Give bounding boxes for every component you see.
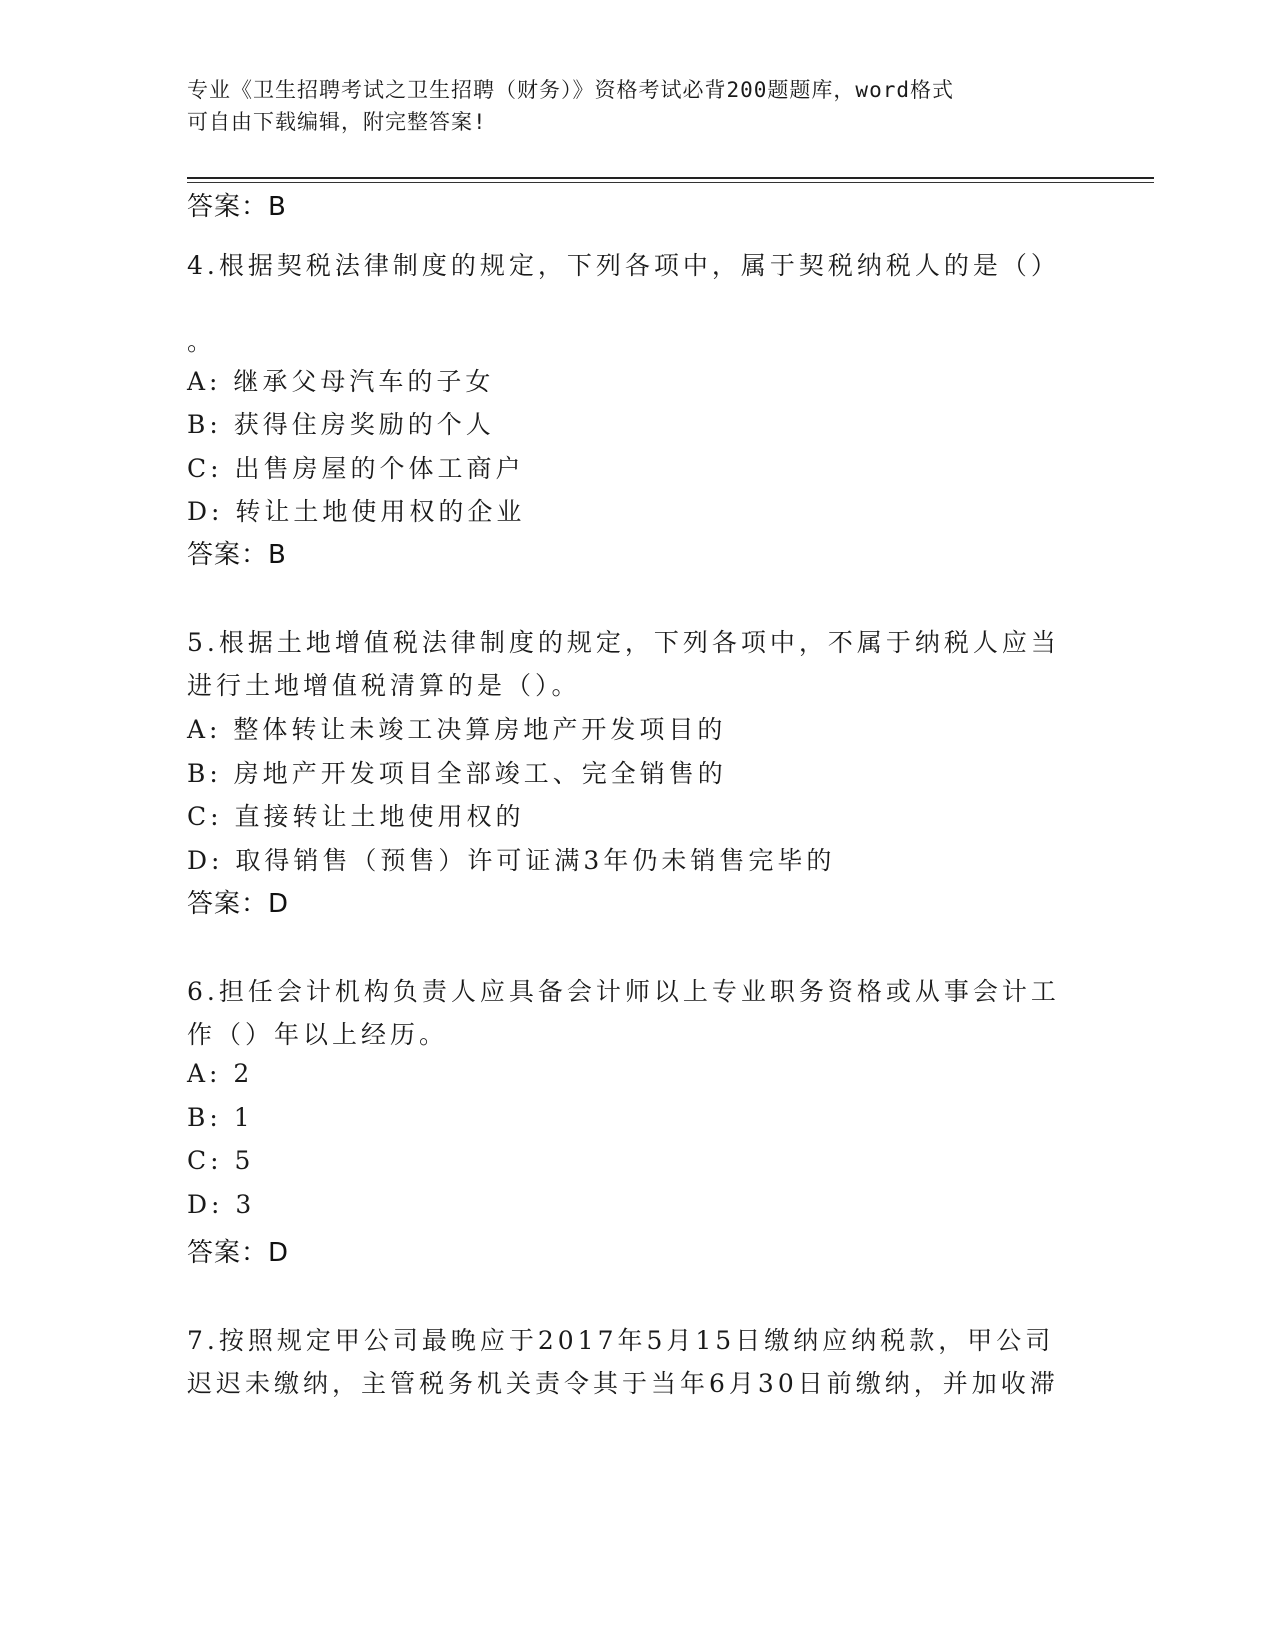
document-header	[187, 74, 1067, 138]
q4-option-d: D: 转让土地使用权的企业	[187, 497, 526, 526]
q6-option-d: D: 3	[187, 1190, 256, 1219]
q5-option-c: C: 直接转让土地使用权的	[187, 802, 525, 831]
header-line-2: 可自由下载编辑，附完整答案!	[187, 110, 487, 134]
q4-option-b: B: 获得住房奖励的个人	[187, 410, 495, 439]
q4-text-line-2: 。	[187, 327, 217, 356]
q4-text-line-1: 4.根据契税法律制度的规定，下列各项中，属于契税纳税人的是（）	[187, 251, 1060, 280]
header-divider-thin	[187, 182, 1154, 183]
q6-option-a: A: 2	[187, 1059, 254, 1088]
q6-answer: 答案：D	[187, 1238, 290, 1268]
q5-option-a: A: 整体转让未竣工决算房地产开发项目的	[187, 715, 727, 744]
q4-option-a: A: 继承父母汽车的子女	[187, 367, 495, 396]
answer-prev: 答案：B	[187, 192, 287, 222]
q6-text-line-2: 作（）年以上经历。	[187, 1020, 449, 1049]
q5-text-line-2: 进行土地增值税清算的是（）。	[187, 671, 581, 700]
q6-option-b: B: 1	[187, 1103, 254, 1132]
q6-option-c: C: 5	[187, 1146, 255, 1175]
q5-option-b: B: 房地产开发项目全部竣工、完全销售的	[187, 759, 727, 788]
header-line-1: 专业《卫生招聘考试之卫生招聘（财务）》资格考试必背200题题库，word格式	[187, 78, 954, 102]
q5-text-line-1: 5.根据土地增值税法律制度的规定，下列各项中，不属于纳税人应当	[187, 628, 1060, 657]
q7-text-line-2: 迟迟未缴纳，主管税务机关责令其于当年6月30日前缴纳，并加收滞	[187, 1369, 1059, 1398]
q7-text-line-1: 7.按照规定甲公司最晚应于2017年5月15日缴纳应纳税款，甲公司	[187, 1326, 1055, 1355]
q4-answer: 答案：B	[187, 540, 287, 570]
q5-option-d: D: 取得销售（预售）许可证满3年仍未销售完毕的	[187, 846, 836, 875]
header-divider	[187, 177, 1154, 179]
q4-option-c: C: 出售房屋的个体工商户	[187, 454, 525, 483]
q6-text-line-1: 6.担任会计机构负责人应具备会计师以上专业职务资格或从事会计工	[187, 977, 1060, 1006]
q5-answer: 答案：D	[187, 889, 290, 919]
